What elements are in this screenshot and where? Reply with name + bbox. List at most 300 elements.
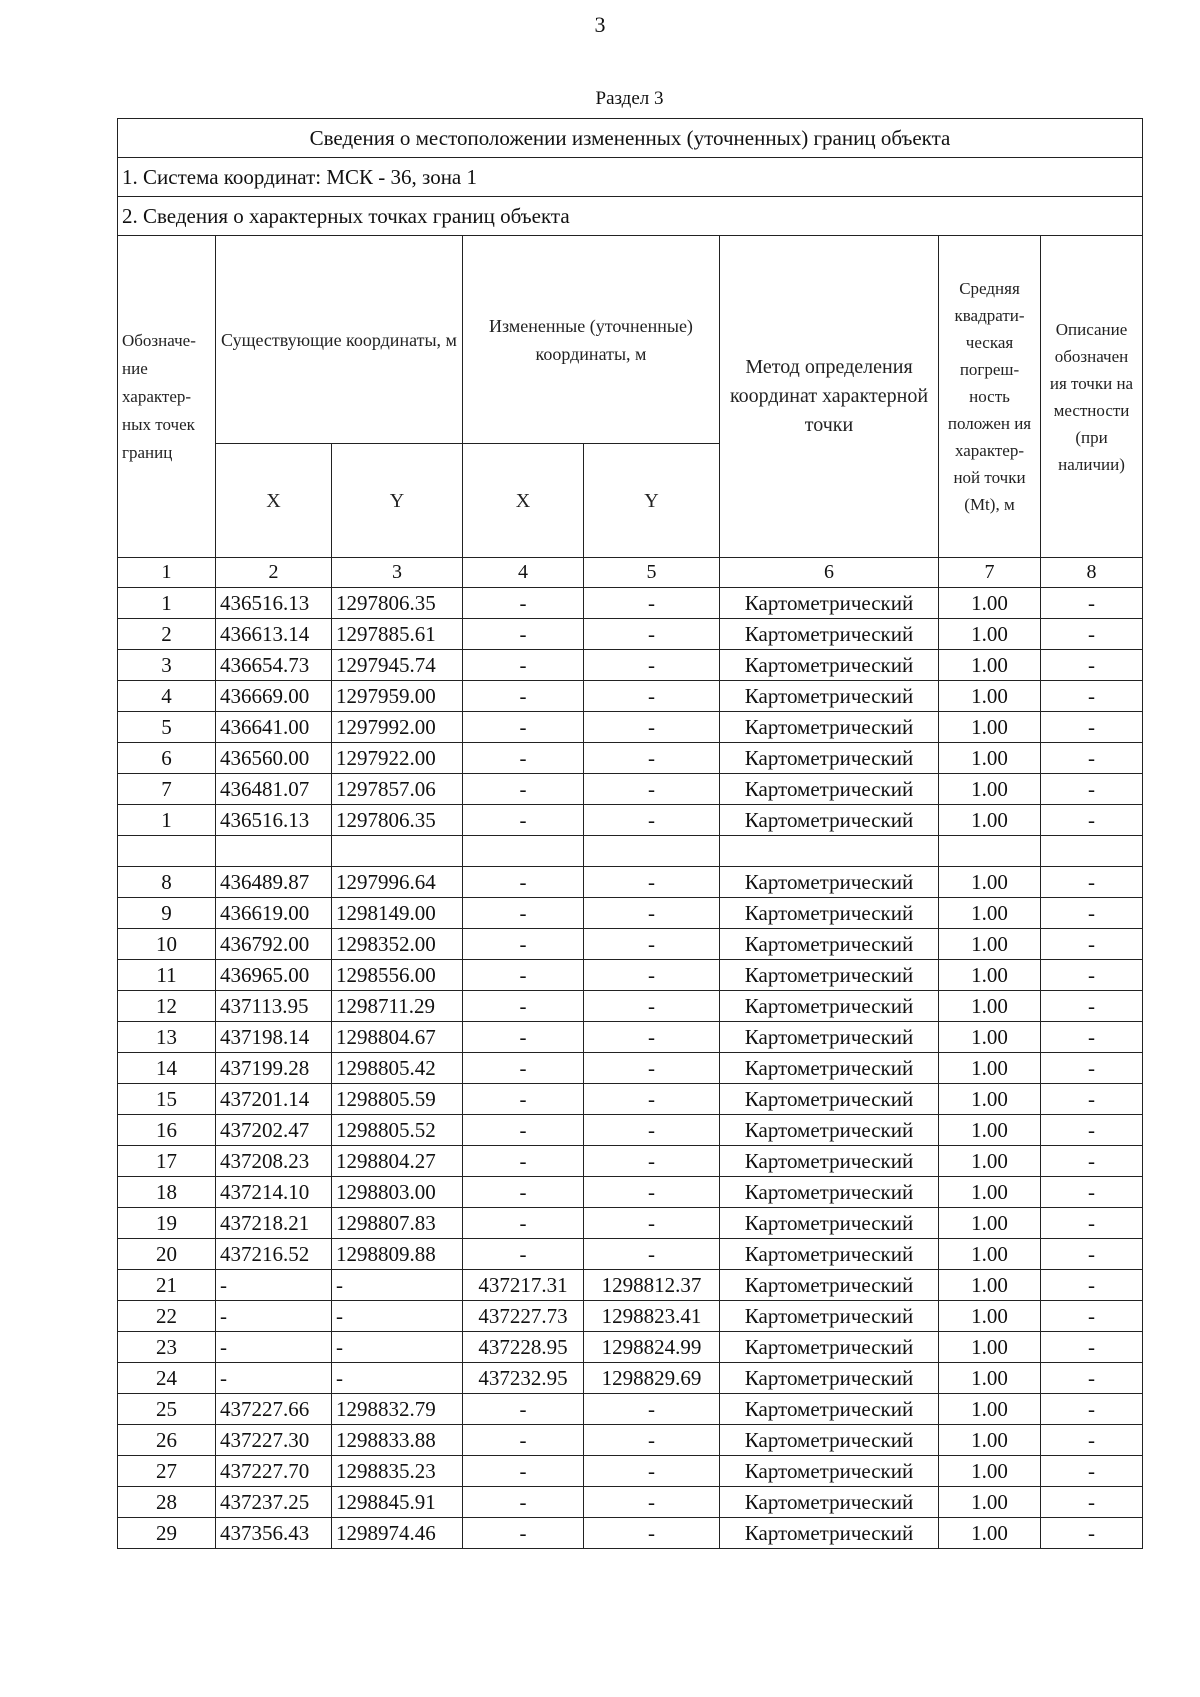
existing-x-cell: 437214.10: [216, 1177, 332, 1208]
table-row: [118, 1239, 1143, 1270]
table-row: [118, 743, 1143, 774]
existing-y-cell: 1298835.23: [332, 1456, 463, 1487]
changed-y-cell: -: [584, 681, 720, 712]
existing-x-cell: 437227.70: [216, 1456, 332, 1487]
point-cell: 21: [118, 1270, 216, 1301]
description-cell: -: [1041, 1053, 1143, 1084]
description-cell: -: [1041, 1239, 1143, 1270]
coord-system-row: [118, 158, 1143, 197]
description-cell: -: [1041, 1425, 1143, 1456]
table-row: [118, 1487, 1143, 1518]
existing-y-cell: 1298804.27: [332, 1146, 463, 1177]
description-cell: -: [1041, 898, 1143, 929]
changed-x-cell: -: [463, 650, 584, 681]
changed-x-cell: 437227.73: [463, 1301, 584, 1332]
point-cell: 7: [118, 774, 216, 805]
column-number: 2: [216, 558, 332, 588]
changed-y-cell: -: [584, 743, 720, 774]
changed-x-cell: -: [463, 1208, 584, 1239]
column-number: 8: [1041, 558, 1143, 588]
description-cell: -: [1041, 681, 1143, 712]
description-cell: -: [1041, 1394, 1143, 1425]
existing-y-cell: -: [332, 1363, 463, 1394]
changed-y-cell: -: [584, 1053, 720, 1084]
existing-y-cell: 1297806.35: [332, 588, 463, 619]
existing-x-cell: 436641.00: [216, 712, 332, 743]
description-cell: -: [1041, 743, 1143, 774]
table-title: Сведения о местоположении измененных (уточненных) границ объекта: [118, 119, 1143, 158]
existing-x-cell: 436654.73: [216, 650, 332, 681]
table-row: [118, 1363, 1143, 1394]
column-number: 4: [463, 558, 584, 588]
header-existing-coords: Существующие координаты, м: [216, 236, 463, 444]
table-row: [118, 650, 1143, 681]
description-cell: -: [1041, 991, 1143, 1022]
changed-y-cell: -: [584, 1518, 720, 1549]
existing-x-cell: 437237.25: [216, 1487, 332, 1518]
error-cell: 1.00: [939, 1022, 1041, 1053]
description-cell: -: [1041, 774, 1143, 805]
table-row: [118, 1332, 1143, 1363]
error-cell: 1.00: [939, 743, 1041, 774]
point-cell: 22: [118, 1301, 216, 1332]
table-row: [118, 805, 1143, 836]
changed-y-cell: -: [584, 1177, 720, 1208]
existing-x-cell: 437356.43: [216, 1518, 332, 1549]
error-cell: 1.00: [939, 867, 1041, 898]
method-cell: Картометрический: [720, 1425, 939, 1456]
existing-y-cell: -: [332, 1332, 463, 1363]
changed-y-cell: -: [584, 1425, 720, 1456]
existing-x-cell: 436516.13: [216, 805, 332, 836]
column-number: 7: [939, 558, 1041, 588]
error-cell: 1.00: [939, 1239, 1041, 1270]
error-cell: 1.00: [939, 1363, 1041, 1394]
table-row: [118, 929, 1143, 960]
existing-y-cell: 1298845.91: [332, 1487, 463, 1518]
method-cell: Картометрический: [720, 867, 939, 898]
existing-x-cell: 436516.13: [216, 588, 332, 619]
changed-y-cell: -: [584, 1394, 720, 1425]
description-cell: -: [1041, 1022, 1143, 1053]
changed-y-cell: -: [584, 1084, 720, 1115]
changed-y-cell: -: [584, 712, 720, 743]
method-cell: Картометрический: [720, 774, 939, 805]
existing-x-cell: 436489.87: [216, 867, 332, 898]
header-existing-y: Y: [332, 444, 463, 558]
table-row: [118, 712, 1143, 743]
error-cell: 1.00: [939, 1208, 1041, 1239]
coord-system: 1. Система координат: МСК - 36, зона 1: [118, 158, 1143, 197]
point-cell: 10: [118, 929, 216, 960]
existing-x-cell: 437227.30: [216, 1425, 332, 1456]
changed-x-cell: -: [463, 1053, 584, 1084]
column-number: 5: [584, 558, 720, 588]
existing-y-cell: 1297885.61: [332, 619, 463, 650]
existing-x-cell: 437227.66: [216, 1394, 332, 1425]
changed-y-cell: -: [584, 805, 720, 836]
existing-x-cell: 436560.00: [216, 743, 332, 774]
changed-y-cell: -: [584, 991, 720, 1022]
changed-x-cell: 437228.95: [463, 1332, 584, 1363]
changed-x-cell: -: [463, 805, 584, 836]
method-cell: Картометрический: [720, 1487, 939, 1518]
changed-y-cell: 1298824.99: [584, 1332, 720, 1363]
error-cell: 1.00: [939, 1394, 1041, 1425]
existing-y-cell: 1298832.79: [332, 1394, 463, 1425]
existing-y-cell: 1297857.06: [332, 774, 463, 805]
changed-x-cell: -: [463, 898, 584, 929]
description-cell: [1041, 836, 1143, 867]
changed-y-cell: [584, 836, 720, 867]
changed-y-cell: -: [584, 1146, 720, 1177]
error-cell: 1.00: [939, 805, 1041, 836]
error-cell: 1.00: [939, 1053, 1041, 1084]
description-cell: -: [1041, 712, 1143, 743]
method-cell: Картометрический: [720, 1053, 939, 1084]
table-title-row: [118, 119, 1143, 158]
header-row-1: [118, 236, 1143, 444]
changed-y-cell: -: [584, 588, 720, 619]
changed-y-cell: 1298823.41: [584, 1301, 720, 1332]
points-heading-row: [118, 197, 1143, 236]
method-cell: Картометрический: [720, 1146, 939, 1177]
table-row: [118, 619, 1143, 650]
point-cell: 14: [118, 1053, 216, 1084]
error-cell: 1.00: [939, 1425, 1041, 1456]
existing-x-cell: 436669.00: [216, 681, 332, 712]
existing-x-cell: 437202.47: [216, 1115, 332, 1146]
method-cell: Картометрический: [720, 929, 939, 960]
method-cell: Картометрический: [720, 1332, 939, 1363]
changed-y-cell: -: [584, 774, 720, 805]
existing-x-cell: 437198.14: [216, 1022, 332, 1053]
error-cell: 1.00: [939, 712, 1041, 743]
description-cell: -: [1041, 1146, 1143, 1177]
description-cell: -: [1041, 1177, 1143, 1208]
existing-x-cell: -: [216, 1301, 332, 1332]
error-cell: [939, 836, 1041, 867]
point-cell: 11: [118, 960, 216, 991]
method-cell: Картометрический: [720, 619, 939, 650]
table-row: [118, 774, 1143, 805]
existing-y-cell: 1298805.42: [332, 1053, 463, 1084]
method-cell: Картометрический: [720, 1084, 939, 1115]
description-cell: -: [1041, 805, 1143, 836]
description-cell: -: [1041, 929, 1143, 960]
changed-y-cell: -: [584, 1239, 720, 1270]
changed-x-cell: -: [463, 1115, 584, 1146]
point-cell: 29: [118, 1518, 216, 1549]
column-number: 3: [332, 558, 463, 588]
method-cell: Картометрический: [720, 1270, 939, 1301]
description-cell: -: [1041, 1363, 1143, 1394]
existing-x-cell: 437113.95: [216, 991, 332, 1022]
method-cell: Картометрический: [720, 991, 939, 1022]
changed-x-cell: -: [463, 929, 584, 960]
changed-x-cell: -: [463, 681, 584, 712]
changed-x-cell: -: [463, 1239, 584, 1270]
table-row: [118, 1022, 1143, 1053]
table-row: [118, 898, 1143, 929]
existing-y-cell: 1298974.46: [332, 1518, 463, 1549]
existing-x-cell: 436965.00: [216, 960, 332, 991]
table-row: [118, 1146, 1143, 1177]
changed-y-cell: -: [584, 898, 720, 929]
method-cell: Картометрический: [720, 743, 939, 774]
existing-y-cell: 1298809.88: [332, 1239, 463, 1270]
method-cell: Картометрический: [720, 1363, 939, 1394]
existing-y-cell: 1298352.00: [332, 929, 463, 960]
existing-y-cell: 1297922.00: [332, 743, 463, 774]
table-row: [118, 681, 1143, 712]
point-cell: [118, 836, 216, 867]
existing-y-cell: 1297996.64: [332, 867, 463, 898]
point-cell: 28: [118, 1487, 216, 1518]
method-cell: Картометрический: [720, 1022, 939, 1053]
changed-y-cell: 1298829.69: [584, 1363, 720, 1394]
changed-x-cell: -: [463, 991, 584, 1022]
changed-x-cell: -: [463, 1022, 584, 1053]
method-cell: Картометрический: [720, 1301, 939, 1332]
table-row: [118, 1177, 1143, 1208]
point-cell: 15: [118, 1084, 216, 1115]
error-cell: 1.00: [939, 991, 1041, 1022]
point-cell: 18: [118, 1177, 216, 1208]
existing-y-cell: -: [332, 1270, 463, 1301]
header-error: Средняя квадрати-ческая погреш-ность положен ия характер-ной точки (Mt), м: [939, 236, 1041, 558]
point-cell: 5: [118, 712, 216, 743]
existing-y-cell: 1298711.29: [332, 991, 463, 1022]
existing-x-cell: 437199.28: [216, 1053, 332, 1084]
existing-x-cell: -: [216, 1363, 332, 1394]
error-cell: 1.00: [939, 1332, 1041, 1363]
description-cell: -: [1041, 1208, 1143, 1239]
changed-y-cell: -: [584, 1487, 720, 1518]
existing-x-cell: 437208.23: [216, 1146, 332, 1177]
changed-x-cell: -: [463, 619, 584, 650]
point-cell: 27: [118, 1456, 216, 1487]
header-method: Метод определения координат характерной точки: [720, 236, 939, 558]
existing-y-cell: 1298805.52: [332, 1115, 463, 1146]
header-changed-x: X: [463, 444, 584, 558]
description-cell: -: [1041, 1456, 1143, 1487]
changed-x-cell: -: [463, 1425, 584, 1456]
column-number: 1: [118, 558, 216, 588]
table-row: [118, 991, 1143, 1022]
changed-x-cell: -: [463, 774, 584, 805]
point-cell: 3: [118, 650, 216, 681]
point-cell: 6: [118, 743, 216, 774]
error-cell: 1.00: [939, 681, 1041, 712]
existing-x-cell: [216, 836, 332, 867]
method-cell: Картометрический: [720, 712, 939, 743]
error-cell: 1.00: [939, 1487, 1041, 1518]
description-cell: -: [1041, 1115, 1143, 1146]
method-cell: Картометрический: [720, 898, 939, 929]
changed-y-cell: -: [584, 867, 720, 898]
existing-x-cell: 436792.00: [216, 929, 332, 960]
existing-x-cell: -: [216, 1270, 332, 1301]
changed-x-cell: -: [463, 743, 584, 774]
point-cell: 12: [118, 991, 216, 1022]
method-cell: Картометрический: [720, 650, 939, 681]
changed-y-cell: -: [584, 960, 720, 991]
point-cell: 1: [118, 805, 216, 836]
existing-x-cell: -: [216, 1332, 332, 1363]
existing-y-cell: -: [332, 1301, 463, 1332]
point-cell: 8: [118, 867, 216, 898]
error-cell: 1.00: [939, 1456, 1041, 1487]
point-cell: 16: [118, 1115, 216, 1146]
method-cell: Картометрический: [720, 681, 939, 712]
error-cell: 1.00: [939, 929, 1041, 960]
changed-x-cell: -: [463, 1487, 584, 1518]
error-cell: 1.00: [939, 898, 1041, 929]
description-cell: -: [1041, 1518, 1143, 1549]
table-row: [118, 1394, 1143, 1425]
points-heading: 2. Сведения о характерных точках границ объекта: [118, 197, 1143, 236]
error-cell: 1.00: [939, 774, 1041, 805]
point-cell: 13: [118, 1022, 216, 1053]
error-cell: 1.00: [939, 1084, 1041, 1115]
existing-y-cell: 1298833.88: [332, 1425, 463, 1456]
changed-x-cell: 437217.31: [463, 1270, 584, 1301]
table-row: [118, 1518, 1143, 1549]
changed-x-cell: -: [463, 1177, 584, 1208]
point-cell: 17: [118, 1146, 216, 1177]
changed-x-cell: -: [463, 1084, 584, 1115]
existing-x-cell: 436481.07: [216, 774, 332, 805]
error-cell: 1.00: [939, 1146, 1041, 1177]
existing-x-cell: 436613.14: [216, 619, 332, 650]
method-cell: Картометрический: [720, 1394, 939, 1425]
description-cell: -: [1041, 1084, 1143, 1115]
error-cell: 1.00: [939, 1301, 1041, 1332]
existing-y-cell: 1298803.00: [332, 1177, 463, 1208]
point-cell: 19: [118, 1208, 216, 1239]
table-row: [118, 1053, 1143, 1084]
changed-y-cell: -: [584, 619, 720, 650]
changed-x-cell: -: [463, 1518, 584, 1549]
error-cell: 1.00: [939, 619, 1041, 650]
error-cell: 1.00: [939, 1115, 1041, 1146]
table-row: [118, 1084, 1143, 1115]
page-number: 3: [594, 12, 606, 37]
existing-y-cell: 1297992.00: [332, 712, 463, 743]
existing-x-cell: 437201.14: [216, 1084, 332, 1115]
changed-y-cell: -: [584, 1022, 720, 1053]
existing-x-cell: 437216.52: [216, 1239, 332, 1270]
changed-x-cell: -: [463, 1456, 584, 1487]
existing-y-cell: 1298804.67: [332, 1022, 463, 1053]
method-cell: [720, 836, 939, 867]
changed-x-cell: -: [463, 1146, 584, 1177]
changed-x-cell: -: [463, 1394, 584, 1425]
column-number-row: [118, 558, 1143, 588]
method-cell: Картометрический: [720, 1177, 939, 1208]
changed-x-cell: 437232.95: [463, 1363, 584, 1394]
table-row: [118, 1425, 1143, 1456]
point-cell: 26: [118, 1425, 216, 1456]
changed-x-cell: -: [463, 867, 584, 898]
method-cell: Картометрический: [720, 960, 939, 991]
existing-y-cell: 1298805.59: [332, 1084, 463, 1115]
point-cell: 23: [118, 1332, 216, 1363]
changed-y-cell: -: [584, 1115, 720, 1146]
point-cell: 25: [118, 1394, 216, 1425]
method-cell: Картометрический: [720, 1518, 939, 1549]
error-cell: 1.00: [939, 1270, 1041, 1301]
description-cell: -: [1041, 619, 1143, 650]
existing-x-cell: 437218.21: [216, 1208, 332, 1239]
changed-x-cell: -: [463, 712, 584, 743]
changed-y-cell: 1298812.37: [584, 1270, 720, 1301]
table-row: [118, 1270, 1143, 1301]
column-number: 6: [720, 558, 939, 588]
point-cell: 2: [118, 619, 216, 650]
existing-y-cell: 1297945.74: [332, 650, 463, 681]
header-existing-x: X: [216, 444, 332, 558]
description-cell: -: [1041, 867, 1143, 898]
table-row: [118, 1115, 1143, 1146]
header-description: Описание обозначен ия точки на местности (при наличии): [1041, 236, 1143, 558]
method-cell: Картометрический: [720, 1115, 939, 1146]
error-cell: 1.00: [939, 1518, 1041, 1549]
header-changed-y: Y: [584, 444, 720, 558]
existing-y-cell: 1298807.83: [332, 1208, 463, 1239]
description-cell: -: [1041, 960, 1143, 991]
changed-y-cell: -: [584, 650, 720, 681]
point-cell: 24: [118, 1363, 216, 1394]
existing-y-cell: 1298556.00: [332, 960, 463, 991]
table-row: [118, 836, 1143, 867]
method-cell: Картометрический: [720, 1456, 939, 1487]
existing-y-cell: 1297806.35: [332, 805, 463, 836]
error-cell: 1.00: [939, 960, 1041, 991]
method-cell: Картометрический: [720, 1239, 939, 1270]
existing-x-cell: 436619.00: [216, 898, 332, 929]
existing-y-cell: 1298149.00: [332, 898, 463, 929]
error-cell: 1.00: [939, 1177, 1041, 1208]
changed-x-cell: [463, 836, 584, 867]
table-row: [118, 867, 1143, 898]
header-changed-coords: Измененные (уточненные) координаты, м: [463, 236, 720, 444]
point-cell: 1: [118, 588, 216, 619]
description-cell: -: [1041, 650, 1143, 681]
error-cell: 1.00: [939, 588, 1041, 619]
changed-x-cell: -: [463, 588, 584, 619]
description-cell: -: [1041, 1487, 1143, 1518]
changed-y-cell: -: [584, 1456, 720, 1487]
table-row: [118, 960, 1143, 991]
table-row: [118, 1208, 1143, 1239]
section-label: Раздел 3: [595, 88, 664, 109]
description-cell: -: [1041, 1301, 1143, 1332]
point-cell: 4: [118, 681, 216, 712]
description-cell: -: [1041, 1332, 1143, 1363]
header-point-designation: Обозначе-ние характер-ных точек границ: [118, 236, 216, 558]
method-cell: Картометрический: [720, 805, 939, 836]
point-cell: 9: [118, 898, 216, 929]
point-cell: 20: [118, 1239, 216, 1270]
error-cell: 1.00: [939, 650, 1041, 681]
description-cell: -: [1041, 1270, 1143, 1301]
table-row: [118, 1301, 1143, 1332]
method-cell: Картометрический: [720, 588, 939, 619]
method-cell: Картометрический: [720, 1208, 939, 1239]
description-cell: -: [1041, 588, 1143, 619]
